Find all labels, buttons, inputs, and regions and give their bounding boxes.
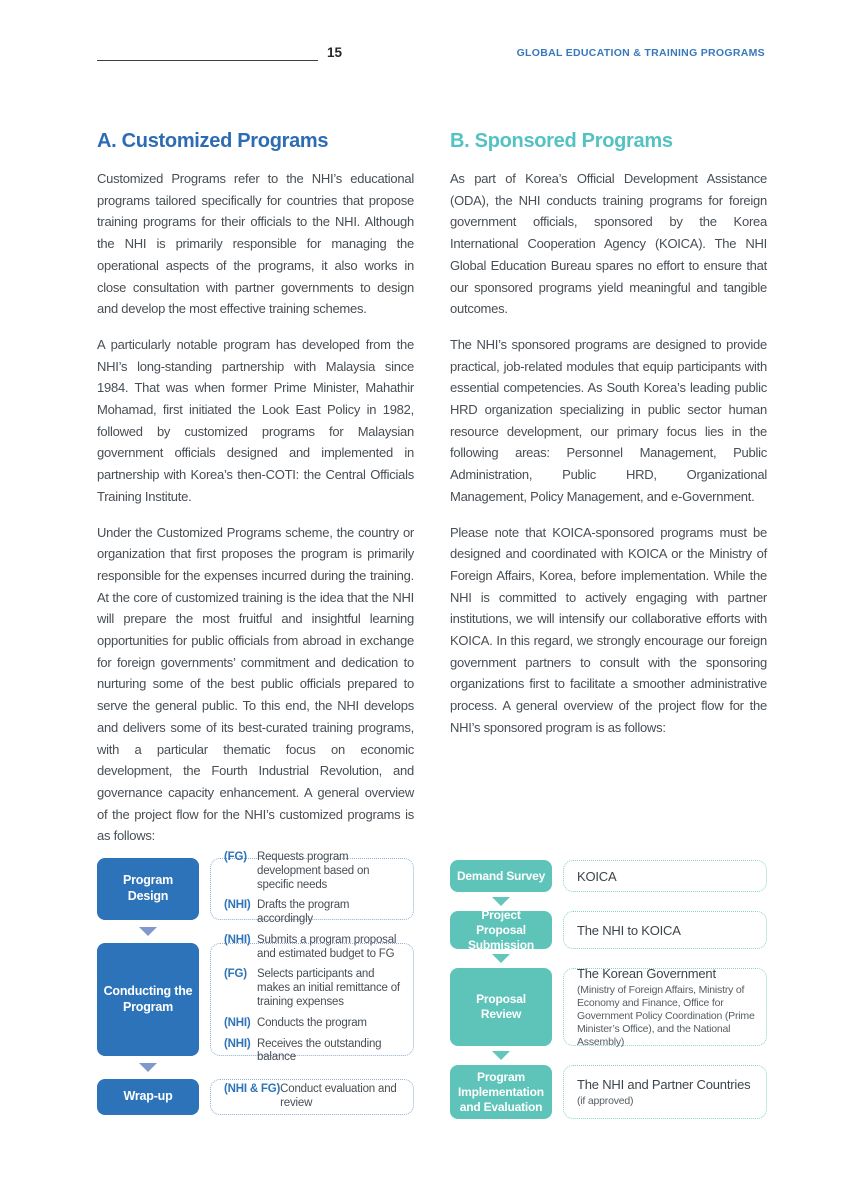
section-b-body [450, 168, 767, 739]
down-arrow-icon [492, 897, 510, 906]
flow-detail-title: The Korean Government [577, 965, 716, 981]
body-paragraph: The NHI’s sponsored programs are designed to provide practical, job-related modules that equip participants with essential competencies. As South Korea’s leading public HRD organization specializing in public sector human resource development, our primary focus lies in the following areas: Personnel Management, Public Administration, Public HRD, Organizational Management, Policy Management, and e-Government. [450, 336, 767, 504]
page-number: 15 [327, 45, 343, 60]
down-arrow-icon [492, 1051, 510, 1060]
flow-step-details [210, 933, 414, 1064]
body-paragraph: Customized Programs refer to the NHI’s educational programs tailored specifically for countries that propose training programs for their officials to the NHI. Although the NHI is primarily responsible for managing the operational aspects of the programs, it also works in close consultation with partner governments to design and develop the most effective training schemes. [97, 171, 414, 317]
actor-tag: (NHI) [224, 933, 251, 946]
flow-step-details [563, 1065, 767, 1119]
flow-step-details [563, 911, 767, 949]
flow-step-label: Conducting the Program [97, 943, 199, 1056]
action-text: Drafts the program accordingly [257, 899, 350, 926]
flow-detail-title: The NHI to KOICA [577, 922, 681, 938]
flow-step [97, 851, 414, 926]
action-text: Conducts the program [257, 1016, 367, 1029]
flow-step-label: Project Proposal Submission [450, 911, 552, 949]
flow-step [97, 933, 414, 1064]
actor-tag: (NHI) [224, 1037, 251, 1050]
down-arrow-icon [492, 954, 510, 963]
body-paragraph: A particularly notable program has developed from the NHI’s long-standing partnership with Malaysia since 1984. That was when former Prime Minister, Mahathir Mohamad, first initiated the Look East Policy in 1982, followed by customized programs for Malaysian government officials designed and implemented in partnership with Korea’s then-COTI: the Central Officials Training Institute. [97, 336, 414, 504]
section-sponsored-programs [450, 128, 767, 753]
body-paragraph: Under the Customized Programs scheme, the country or organization that first proposes the program is primarily responsible for the expenses incurred during the training. At the core of customized training is the idea that the NHI will prepare the most fruitful and insightful learning opportunities for public officials from abroad in exchange for foreign governments’ commitment and dedication to nurturing some of the best public officials prepared to serve the general public. To this end, the NHI develops and delivers some of its best-curated training programs, with a particular thematic focus on economic development, the Fourth Industrial Revolution, and governance capacity enhancement. A general overview of the project flow for the NHI’s customized programs is as follows: [97, 524, 414, 844]
action-text: Conduct evaluation and review [280, 1083, 397, 1109]
section-b-title: B. Sponsored Programs [450, 130, 673, 152]
flow-step-label: Wrap-up [97, 1079, 199, 1115]
action-text: Requests program development based on specific needs [257, 851, 370, 891]
actor-tag: (FG) [224, 851, 247, 864]
flow-step-details [563, 860, 767, 892]
flow-step [97, 1079, 414, 1115]
body-paragraph: As part of Korea’s Official Development Assistance (ODA), the NHI conducts training programs for foreign government officials, sponsored by the Korea International Cooperation Agency (KOICA). The NHI Global Education Bureau spares no effort to ensure that our sponsored programs yield meaningful and tangible outcomes. [450, 171, 767, 317]
flow-step [450, 965, 767, 1048]
action-text: Selects participants and makes an initial remittance of training expenses [257, 968, 400, 1008]
flow-detail-title: KOICA [577, 868, 617, 884]
flow-step-details [210, 851, 414, 926]
flow-detail-item [224, 851, 403, 892]
flow-detail-item [224, 1083, 403, 1111]
down-arrow-icon [139, 927, 157, 936]
actor-tag: (NHI) [224, 899, 251, 912]
flow-step-label: Program Design [97, 858, 199, 920]
section-a-body [97, 168, 414, 847]
flow-detail-item [224, 899, 403, 927]
section-a-title: A. Customized Programs [97, 130, 329, 152]
action-text: Submits a program proposal and estimated budget to FG [257, 933, 397, 960]
running-title: GLOBAL EDUCATION & TRAINING PROGRAMS [516, 47, 765, 59]
flow-detail-subtitle: (if approved) [577, 1094, 634, 1107]
flow-step-details [563, 965, 767, 1048]
sponsored-programs-flowchart [450, 860, 767, 1119]
flow-step-label: Proposal Review [450, 968, 552, 1046]
section-customized-programs [97, 128, 414, 861]
flow-detail-item [224, 1017, 403, 1031]
flow-step [450, 860, 767, 892]
down-arrow-icon [139, 1063, 157, 1072]
actor-tag: (NHI) [224, 1016, 251, 1029]
actor-tag: (NHI & FG) [224, 1083, 281, 1096]
flow-detail-item [224, 1038, 403, 1066]
flow-detail-item [224, 968, 403, 1009]
flow-step-label: Demand Survey [450, 860, 552, 892]
flow-step [450, 907, 767, 952]
flow-step-label: Program Implementation and Evaluation [450, 1065, 552, 1119]
flow-detail-subtitle: (Ministry of Foreign Affairs, Ministry of Economy and Finance, Office for Government Policy Coordination (Prime Minister’s Office), and the National Assembly) [577, 983, 755, 1048]
flow-detail-item [224, 934, 403, 962]
flow-step-details [210, 1079, 414, 1115]
flow-step [450, 1065, 767, 1119]
actor-tag: (FG) [224, 968, 247, 981]
action-text: Receives the outstanding balance [257, 1037, 382, 1064]
header-rule [97, 60, 318, 61]
customized-programs-flowchart [97, 851, 414, 1115]
body-paragraph: Please note that KOICA-sponsored programs must be designed and coordinated with KOICA or the Ministry of Foreign Affairs, Korea, before implementation. While the NHI is committed to actively engaging with partner institutions, we will intensify our collaborative efforts with KOICA. In this regard, we strongly encourage our foreign government partners to consult with the sponsoring organizations first to facilitate a smoother administrative process. A general overview of the project flow for the NHI’s sponsored program is as follows: [450, 524, 767, 735]
flow-detail-title: The NHI and Partner Countries [577, 1076, 751, 1092]
